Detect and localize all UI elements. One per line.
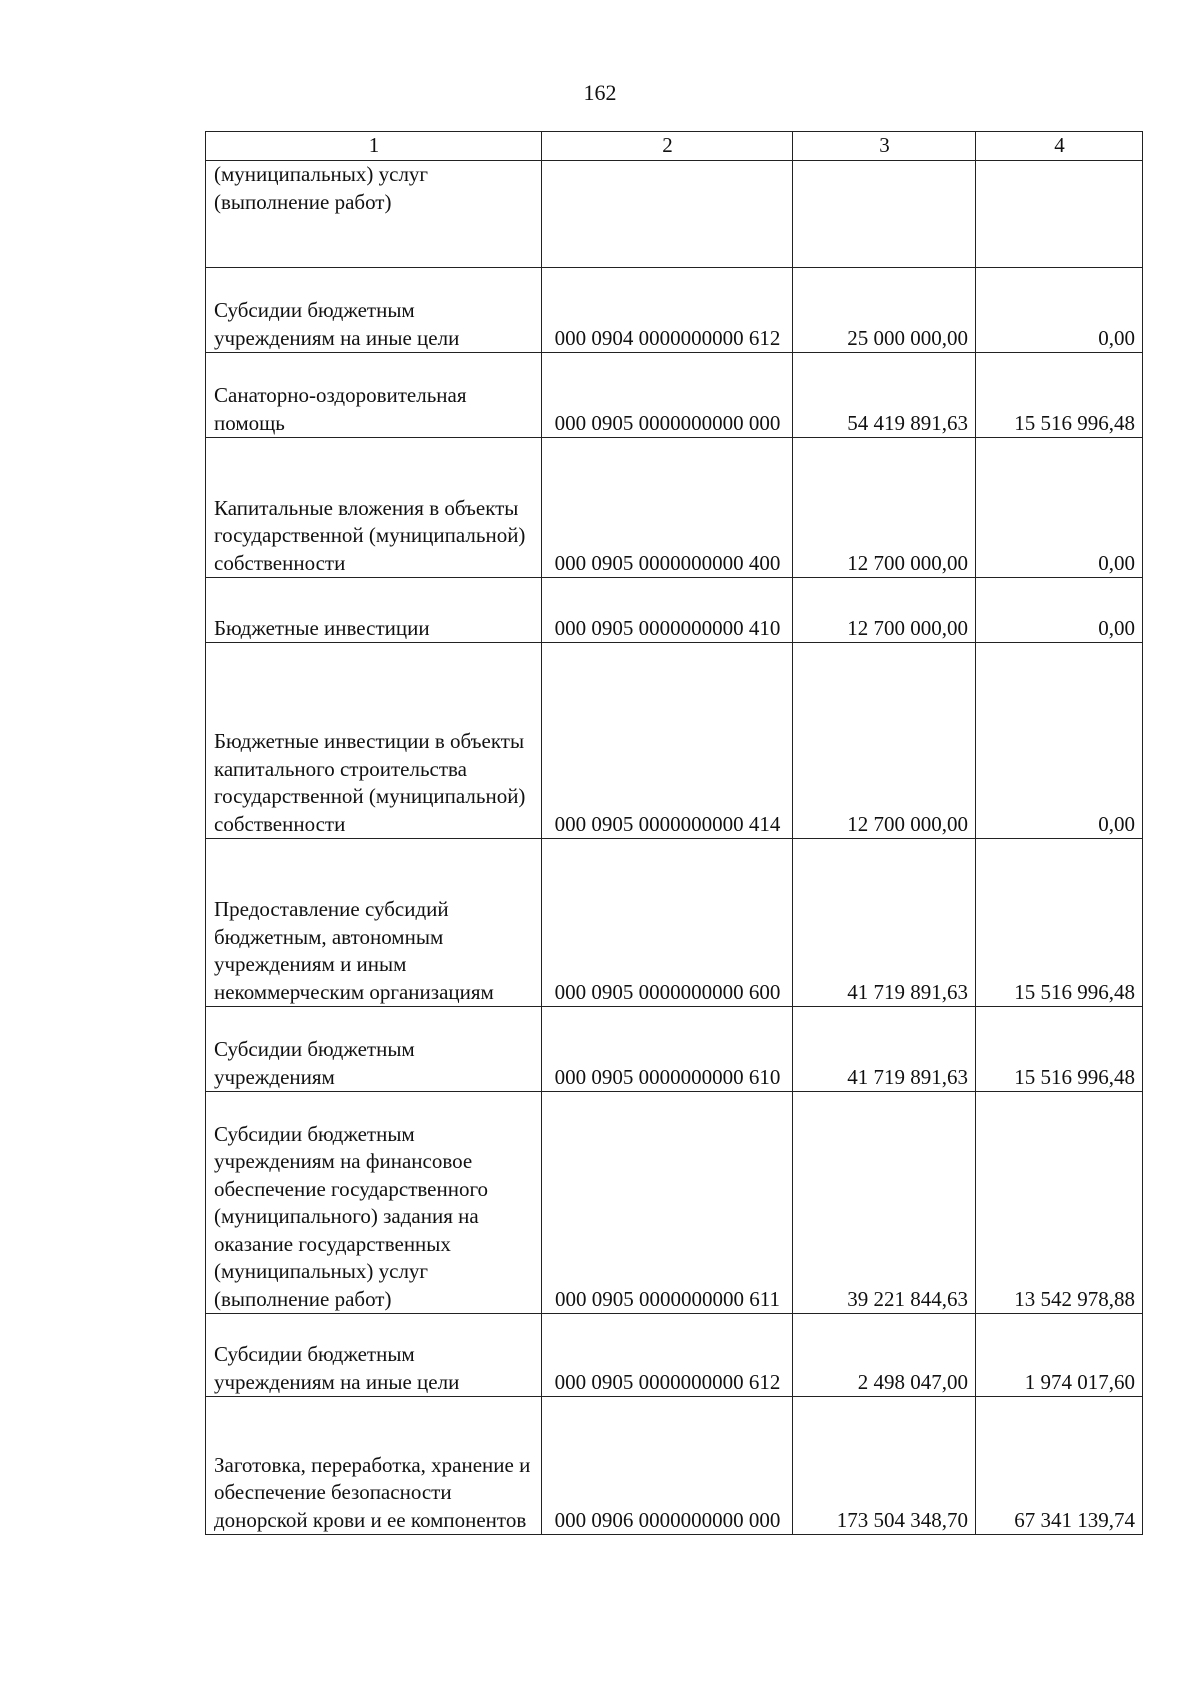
- row-code: 000 0906 0000000000 000: [542, 1397, 793, 1535]
- row-code: 000 0905 0000000000 600: [542, 839, 793, 1007]
- table-row: [206, 1397, 1143, 1535]
- row-name: Субсидии бюджетным учреждениям на финансовое обеспечение государственного (муниципального) задания на оказание государственных (муниципальных) услуг (выполнение работ): [206, 1092, 542, 1314]
- row-name: Бюджетные инвестиции в объекты капитального строительства государственной (муниципальной) собственности: [206, 643, 542, 839]
- row-code: [542, 161, 793, 268]
- table-row: [206, 578, 1143, 643]
- row-name: Санаторно-оздоровительная помощь: [206, 353, 542, 438]
- row-amount-3: 12 700 000,00: [793, 438, 976, 578]
- table-row: [206, 161, 1143, 268]
- row-amount-3: 173 504 348,70: [793, 1397, 976, 1535]
- row-amount-4: 0,00: [976, 268, 1143, 353]
- row-code: 000 0904 0000000000 612: [542, 268, 793, 353]
- row-amount-4: 0,00: [976, 438, 1143, 578]
- row-amount-4: 15 516 996,48: [976, 839, 1143, 1007]
- row-amount-4: 15 516 996,48: [976, 353, 1143, 438]
- row-name: Капитальные вложения в объекты государственной (муниципальной) собственности: [206, 438, 542, 578]
- column-header-3: 3: [793, 132, 976, 161]
- row-code: 000 0905 0000000000 610: [542, 1007, 793, 1092]
- row-amount-4: 1 974 017,60: [976, 1314, 1143, 1397]
- table-header-row: [206, 132, 1143, 161]
- row-code: 000 0905 0000000000 410: [542, 578, 793, 643]
- row-code: 000 0905 0000000000 612: [542, 1314, 793, 1397]
- row-amount-4: 67 341 139,74: [976, 1397, 1143, 1535]
- table-row: [206, 1007, 1143, 1092]
- row-amount-3: 12 700 000,00: [793, 643, 976, 839]
- row-amount-3: 41 719 891,63: [793, 1007, 976, 1092]
- row-amount-3: 2 498 047,00: [793, 1314, 976, 1397]
- table-row: [206, 643, 1143, 839]
- row-amount-4: 0,00: [976, 578, 1143, 643]
- row-amount-3: 39 221 844,63: [793, 1092, 976, 1314]
- row-code: 000 0905 0000000000 000: [542, 353, 793, 438]
- table-row: [206, 1314, 1143, 1397]
- row-amount-4: [976, 161, 1143, 268]
- row-name: Субсидии бюджетным учреждениям на иные цели: [206, 268, 542, 353]
- column-header-4: 4: [976, 132, 1143, 161]
- table-row: [206, 268, 1143, 353]
- row-amount-3: 25 000 000,00: [793, 268, 976, 353]
- page-number: 162: [583, 80, 617, 105]
- row-name: Бюджетные инвестиции: [206, 578, 542, 643]
- row-name: Субсидии бюджетным учреждениям: [206, 1007, 542, 1092]
- row-code: 000 0905 0000000000 611: [542, 1092, 793, 1314]
- column-header-1: 1: [206, 132, 542, 161]
- row-amount-3: 54 419 891,63: [793, 353, 976, 438]
- column-header-2: 2: [542, 132, 793, 161]
- row-name: Заготовка, переработка, хранение и обеспечение безопасности донорской крови и ее компонентов: [206, 1397, 542, 1535]
- table-row: [206, 438, 1143, 578]
- row-amount-4: 0,00: [976, 643, 1143, 839]
- row-amount-3: 41 719 891,63: [793, 839, 976, 1007]
- row-amount-3: [793, 161, 976, 268]
- budget-table: [205, 131, 1143, 1535]
- row-name: Субсидии бюджетным учреждениям на иные цели: [206, 1314, 542, 1397]
- row-amount-3: 12 700 000,00: [793, 578, 976, 643]
- row-name: Предоставление субсидий бюджетным, автономным учреждениям и иным некоммерческим организациям: [206, 839, 542, 1007]
- row-name: (муниципальных) услуг (выполнение работ): [206, 161, 542, 268]
- row-code: 000 0905 0000000000 414: [542, 643, 793, 839]
- row-amount-4: 13 542 978,88: [976, 1092, 1143, 1314]
- row-amount-4: 15 516 996,48: [976, 1007, 1143, 1092]
- table-row: [206, 839, 1143, 1007]
- table-row: [206, 353, 1143, 438]
- table-row: [206, 1092, 1143, 1314]
- row-code: 000 0905 0000000000 400: [542, 438, 793, 578]
